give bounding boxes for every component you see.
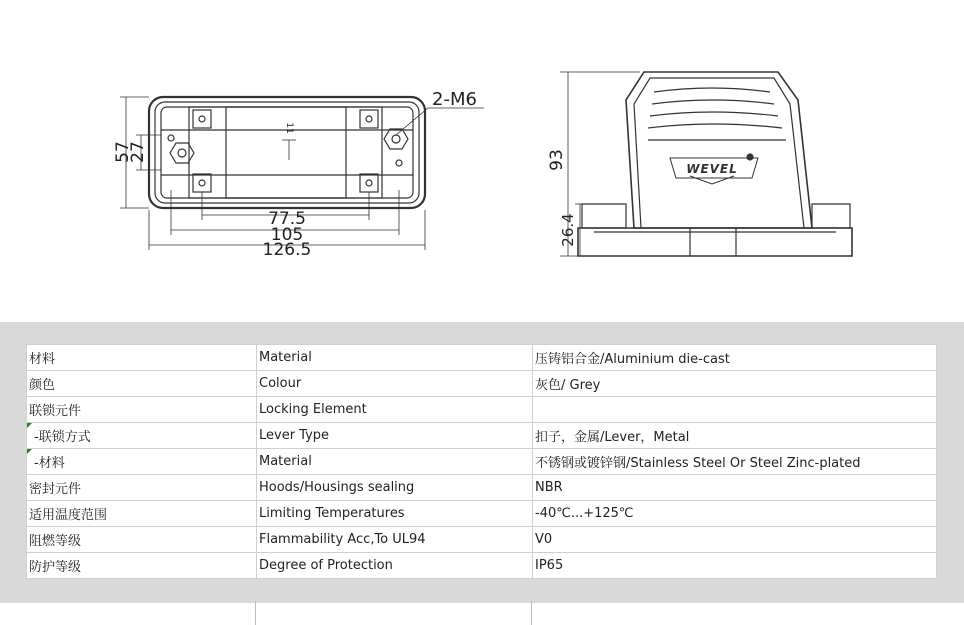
spec-name-en <box>257 449 533 475</box>
table-row <box>27 449 937 475</box>
cell-comment-marker <box>27 449 32 454</box>
spec-name-en-text: Lever Type <box>259 428 330 443</box>
spec-name-en <box>257 371 533 397</box>
table-row <box>27 423 937 449</box>
spec-name-cn-text: -联锁方式 <box>34 430 91 445</box>
spec-name-cn-text: 适用温度范围 <box>29 508 108 523</box>
spec-name-cn <box>27 345 257 371</box>
spec-name-en-text: Degree of Protection <box>259 558 393 573</box>
table-row <box>27 501 937 527</box>
spec-name-cn <box>27 449 257 475</box>
spec-value-text: NBR <box>535 480 563 495</box>
spec-name-en-text: Flammability Acc,To UL94 <box>259 532 426 547</box>
table-row <box>27 345 937 371</box>
table-row <box>27 527 937 553</box>
table-row <box>27 475 937 501</box>
spec-name-cn-text: 密封元件 <box>29 482 82 497</box>
spec-name-en <box>257 423 533 449</box>
spec-name-en <box>257 553 533 579</box>
spec-value <box>533 397 937 423</box>
table-row <box>27 397 937 423</box>
spec-name-cn <box>27 501 257 527</box>
table-row <box>27 371 937 397</box>
spec-name-cn-text: -材料 <box>34 456 65 471</box>
dim-77-5: 77.5 <box>268 209 306 229</box>
table-row <box>27 553 937 579</box>
spec-name-cn-text: 联锁元件 <box>29 404 82 419</box>
dim-27: 27 <box>128 141 148 163</box>
spec-table <box>26 344 937 579</box>
spec-value-text: 扣子，金属/Lever，Metal <box>535 430 690 445</box>
spec-value-text: 灰色/ Grey <box>535 378 601 393</box>
spec-name-en <box>257 397 533 423</box>
cell-comment-marker <box>27 423 32 428</box>
spec-value <box>533 345 937 371</box>
spec-value-text: -40℃...+125℃ <box>535 506 634 521</box>
spec-name-en-text: Colour <box>259 376 302 391</box>
dim-126-5: 126.5 <box>262 240 312 260</box>
spec-value-text: V0 <box>535 532 553 547</box>
table-trailing-lines <box>0 601 964 625</box>
spec-name-en <box>257 501 533 527</box>
spec-value <box>533 371 937 397</box>
spec-name-cn <box>27 475 257 501</box>
specification-section <box>0 322 964 603</box>
column-divider <box>255 601 256 625</box>
spec-name-en-text: Material <box>259 350 312 365</box>
spec-name-en-text: Hoods/Housings sealing <box>259 480 415 495</box>
dim-57: 57 <box>113 141 133 163</box>
column-divider <box>531 601 532 625</box>
spec-value <box>533 449 937 475</box>
spec-name-en <box>257 345 533 371</box>
dim-26-4: 26.4 <box>559 213 577 247</box>
spec-name-en <box>257 527 533 553</box>
dim-93: 93 <box>547 149 567 171</box>
spec-value-text: IP65 <box>535 558 564 573</box>
spec-name-cn-text: 颜色 <box>29 378 56 393</box>
dim-105: 105 <box>270 225 304 245</box>
spec-value <box>533 501 937 527</box>
brand-logo: WEVEL <box>686 162 738 176</box>
spec-value <box>533 423 937 449</box>
spec-value <box>533 527 937 553</box>
spec-value <box>533 553 937 579</box>
spec-name-cn <box>27 423 257 449</box>
spec-name-en-text: Limiting Temperatures <box>259 506 405 521</box>
spec-name-en-text: Locking Element <box>259 402 367 417</box>
spec-name-cn <box>27 527 257 553</box>
spec-name-cn <box>27 371 257 397</box>
spec-value <box>533 475 937 501</box>
spec-name-cn-text: 阻燃等级 <box>29 534 82 549</box>
spec-name-cn <box>27 397 257 423</box>
spec-name-en-text: Material <box>259 454 312 469</box>
spec-value-text: 不锈钢或镀锌钢/Stainless Steel Or Steel Zinc-plated <box>535 456 861 471</box>
spec-name-en <box>257 475 533 501</box>
thread-label: 2-M6 <box>432 89 477 110</box>
spec-name-cn-text: 防护等级 <box>29 560 82 575</box>
spec-name-cn-text: 材料 <box>29 352 56 367</box>
spec-value-text: 压铸铝合金/Aluminium die-cast <box>535 352 730 367</box>
spec-name-cn <box>27 553 257 579</box>
dim-11: 11 <box>284 122 294 134</box>
